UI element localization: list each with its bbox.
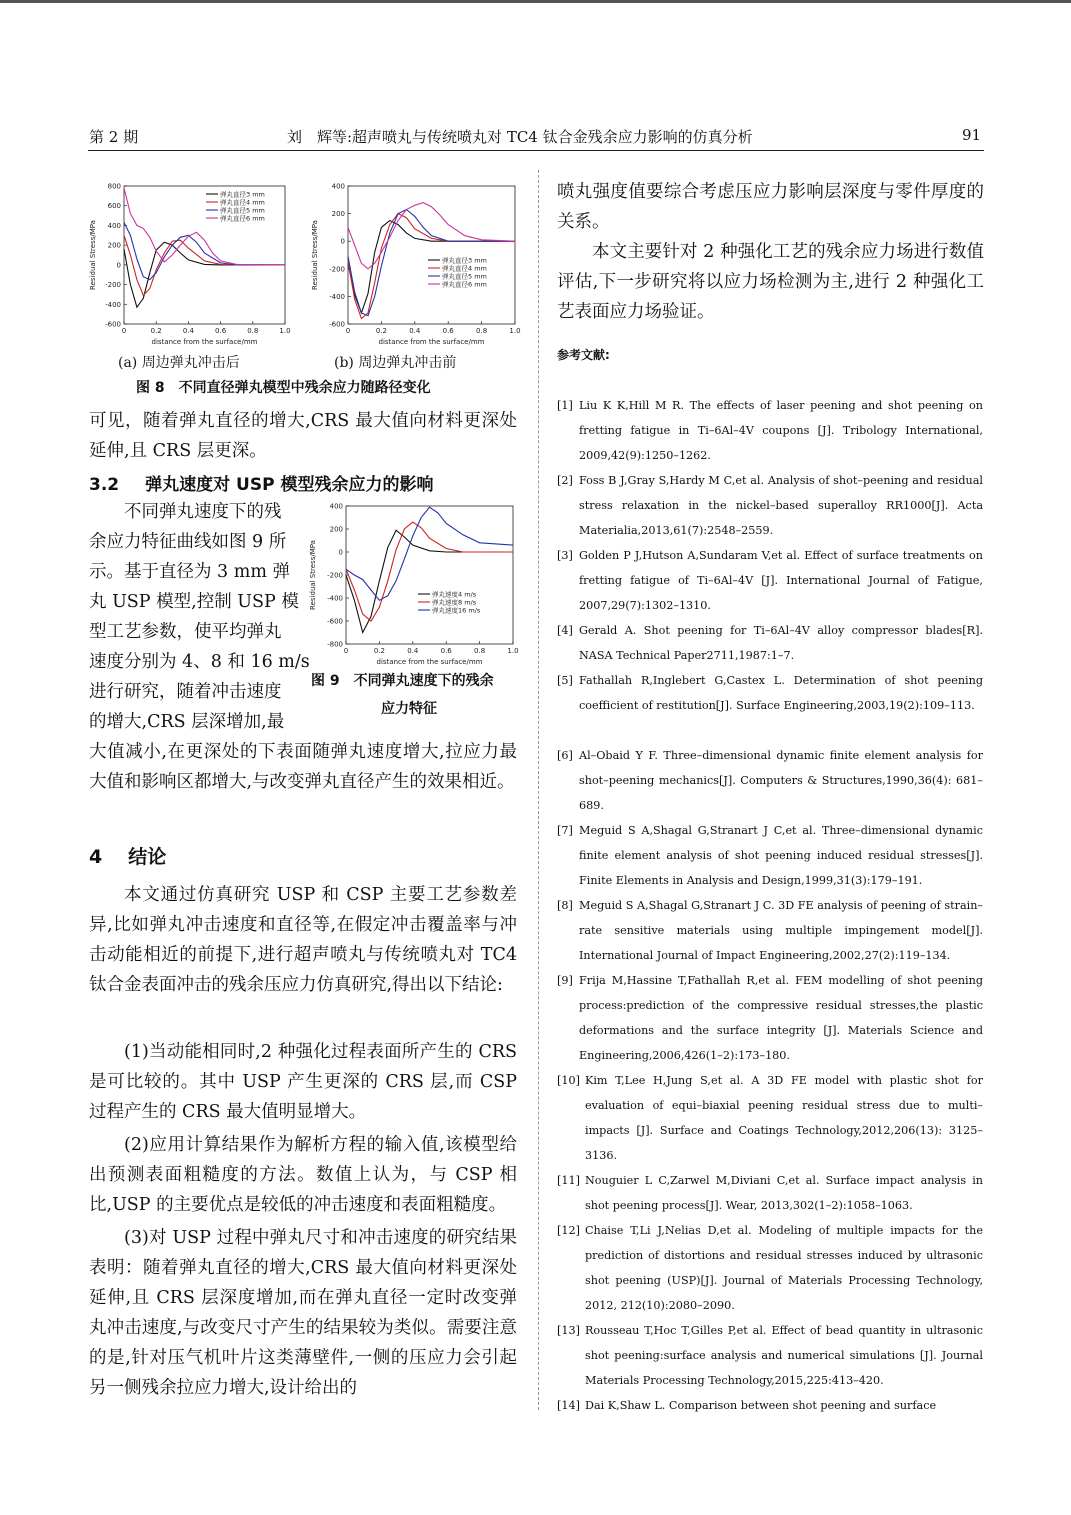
y-axis-label: Residual Stress/MPa — [89, 220, 97, 290]
right-para-1: 喷丸强度值要综合考虑压应力影响层深度与零件厚度的关系。 — [557, 182, 984, 232]
reference-item — [557, 543, 983, 618]
y-tick-label: 400 — [331, 182, 345, 191]
fig8a-subcaption: (a) 周边弹丸冲击后 — [118, 355, 240, 371]
reference-text: Meguid S A,Shagal G,Stranart J C. 3D FE analysis of peening of strain–rate sensitive materials using multiple impingement model[J]. International Journal of Impact Engineering,2002,27(2):119–134. — [579, 899, 983, 962]
section-3-2-title: 弹丸速度对 USP 模型残余应力的影响 — [145, 475, 434, 495]
issue-number: 第 2 期 — [89, 128, 139, 146]
narrow-para-line: 进行研究，随着冲击速度 — [89, 682, 282, 702]
reference-number: [1] — [557, 399, 573, 412]
reference-number: [11] — [557, 1174, 580, 1187]
reference-text: Golden P J,Hutson A,Sundaram V,et al. Effect of surface treatments on fretting fatigue of Ti–6Al–4V [J]. International Journal of Fatigue, 2007,29(7):1302–1310. — [579, 549, 983, 612]
left-para-2-narrow — [89, 497, 310, 737]
reference-item — [557, 668, 983, 718]
reference-number: [5] — [557, 674, 573, 687]
legend-label: 弹丸速度4 m/s — [432, 590, 477, 599]
fig8b-chart — [308, 180, 523, 348]
references-heading: 参考文献: — [557, 348, 610, 362]
y-axis-label: Residual Stress/MPa — [309, 540, 317, 610]
y-tick-label: 800 — [107, 182, 121, 191]
reference-number: [10] — [557, 1074, 580, 1087]
y-tick-label: 0 — [116, 261, 121, 270]
reference-number: [8] — [557, 899, 573, 912]
narrow-para-line: 示。基于直径为 3 mm 弹 — [89, 562, 291, 582]
reference-number: [2] — [557, 474, 573, 487]
y-tick-label: -200 — [327, 571, 343, 580]
left-para-5: (2)应用计算结果作为解析方程的输入值,该模型给出预测表面粗糙度的方法。数值上认为，与 CSP 相比,USP 的主要优点是较低的冲击速度和表面粗糙度。 — [89, 1135, 517, 1215]
left-para-2-continued: 大值减小,在更深处的下表面随弹丸速度增大,拉应力最大值和影响区都增大,与改变弹丸直径产生的效果相近。 — [89, 742, 517, 792]
section-4-heading — [89, 842, 166, 872]
reference-number: [7] — [557, 824, 573, 837]
column-divider — [538, 170, 539, 1410]
y-tick-label: 400 — [329, 502, 343, 511]
legend-label: 弹丸速度16 m/s — [432, 606, 481, 615]
reference-text: Chaise T,Li J,Nelias D,et al. Modeling of multiple impacts for the prediction of distortions and residual stresses induced by ultrasonic shot peening (USP)[J]. Journal of Materials Processing Technology, 2012, 212(10):2080–2090. — [585, 1224, 983, 1312]
y-tick-label: 200 — [331, 210, 345, 219]
y-tick-label: -200 — [329, 265, 345, 274]
x-axis-label: distance from the surface/mm — [376, 658, 483, 666]
fig8a-chart — [88, 180, 293, 348]
legend-label: 弹丸直径5 mm — [442, 272, 487, 281]
x-tick-label: 0 — [345, 327, 351, 335]
y-tick-label: -600 — [105, 320, 121, 329]
y-tick-label: -200 — [105, 281, 121, 290]
series-line — [124, 223, 285, 280]
x-axis-label: distance from the surface/mm — [378, 338, 485, 346]
y-tick-label: 0 — [338, 548, 343, 557]
reference-item — [557, 393, 983, 468]
x-tick-label: 0.2 — [375, 327, 387, 335]
y-tick-label: -400 — [105, 300, 121, 309]
reference-text: Frija M,Hassine T,Fathallah R,et al. FEM modelling of shot peening process:prediction of the compressive residual stresses,the plastic deformations and the surface integrity [J]. Materials Science and Engineering,2006,426(1–2):173–180. — [579, 974, 983, 1062]
legend-label: 弹丸直径4 mm — [442, 264, 487, 273]
reference-number: [9] — [557, 974, 573, 987]
reference-text: Gerald A. Shot peening for Ti–6Al–4V alloy compressor blades[R]. NASA Technical Paper2711,1987:1–7. — [579, 624, 983, 662]
legend-label: 弹丸直径6 mm — [220, 214, 265, 223]
reference-item — [557, 1068, 983, 1168]
fig8b-subcaption: (b) 周边弹丸冲击前 — [334, 355, 457, 371]
x-tick-label: 0.6 — [442, 327, 454, 335]
narrow-para-line: 速度分别为 4、8 和 16 m/s — [89, 652, 310, 672]
reference-item — [557, 968, 983, 1068]
legend-label: 弹丸直径4 mm — [220, 198, 265, 207]
x-tick-label: 1.0 — [509, 327, 521, 335]
x-tick-label: 0 — [121, 327, 127, 335]
y-tick-label: 200 — [329, 525, 343, 534]
section-4-title: 结论 — [128, 846, 167, 868]
y-tick-label: 600 — [107, 202, 121, 211]
left-para-1: 可见，随着弹丸直径的增大,CRS 最大值向材料更深处延伸,且 CRS 层更深。 — [89, 411, 517, 461]
y-tick-label: -800 — [327, 640, 343, 649]
legend-label: 弹丸直径6 mm — [442, 280, 487, 289]
reference-item — [557, 1318, 983, 1393]
narrow-para-line: 的增大,CRS 层深增加,最 — [89, 712, 285, 732]
reference-text: Liu K K,Hill M R. The effects of laser peening and shot peening on fretting fatigue in Ti–6Al–4V coupons [J]. Tribology International, 2009,42(9):1250–1262. — [579, 399, 983, 462]
series-line — [346, 507, 513, 600]
x-tick-label: 0.8 — [476, 327, 488, 335]
reference-item — [557, 468, 983, 543]
page-number: 91 — [962, 126, 982, 144]
fig9-chart — [306, 500, 521, 668]
narrow-para-line: 不同弹丸速度下的残 — [124, 502, 282, 522]
legend-label: 弹丸直径5 mm — [220, 206, 265, 215]
x-tick-label: 0.6 — [215, 327, 227, 335]
section-3-2-number: 3.2 — [89, 475, 120, 495]
x-tick-label: 0.2 — [150, 327, 162, 335]
right-para-2: 本文主要针对 2 种强化工艺的残余应力场进行数值评估,下一步研究将以应力场检测为主,进行 2 种强化工艺表面应力场验证。 — [557, 242, 984, 322]
x-tick-label: 0.4 — [409, 327, 421, 335]
reference-number: [3] — [557, 549, 573, 562]
y-axis-label: Residual Stress/MPa — [311, 220, 319, 290]
reference-text: Kim T,Lee H,Jung S,et al. A 3D FE model with plastic shot for evaluation of equi–biaxial peening residual stress due to multi–impacts [J]. Surface and Coatings Technology,2012,206(13): 3125–3136. — [585, 1074, 983, 1162]
reference-text: Foss B J,Gray S,Hardy M C,et al. Analysis of shot–peening and residual stress relaxation in the nickel–based superalloy RR1000[J]. Acta Materialia,2013,61(7):2548–2559. — [579, 474, 983, 537]
reference-item — [557, 1393, 983, 1418]
x-tick-label: 0.2 — [373, 647, 385, 655]
series-line — [348, 221, 515, 314]
reference-item — [557, 818, 983, 893]
y-tick-label: 0 — [340, 237, 345, 246]
x-tick-label: 0.8 — [474, 647, 486, 655]
x-tick-label: 0 — [343, 647, 349, 655]
y-tick-label: -600 — [327, 617, 343, 626]
y-tick-label: -400 — [329, 292, 345, 301]
legend-label: 弹丸直径3 mm — [220, 190, 265, 199]
fig9-caption-line1: 图 9 不同弹丸速度下的残余 — [311, 673, 494, 689]
y-tick-label: -600 — [329, 320, 345, 329]
reference-item — [557, 743, 983, 818]
reference-number: [12] — [557, 1224, 580, 1237]
reference-number: [14] — [557, 1399, 580, 1412]
x-tick-label: 0.6 — [440, 647, 452, 655]
narrow-para-line: 型工艺参数，使平均弹丸 — [89, 622, 282, 642]
left-para-4: (1)当动能相同时,2 种强化过程表面所产生的 CRS 是可比较的。其中 USP 产生更深的 CRS 层,而 CSP 过程产生的 CRS 最大值明显增大。 — [89, 1042, 517, 1122]
narrow-para-line: 丸 USP 模型,控制 USP 模 — [89, 592, 299, 612]
reference-item — [557, 618, 983, 668]
x-axis-label: distance from the surface/mm — [151, 338, 258, 346]
top-rule — [0, 0, 1071, 3]
plot-frame — [346, 506, 513, 644]
fig8-caption: 图 8 不同直径弹丸模型中残余应力随路径变化 — [136, 380, 431, 396]
reference-text: Nouguier L C,Zarwel M,Diviani C,et al. Surface impact analysis in shot peening process[J]. Wear, 2013,302(1–2):1058–1063. — [585, 1174, 983, 1212]
y-tick-label: 400 — [107, 221, 121, 230]
x-tick-label: 1.0 — [507, 647, 519, 655]
y-tick-label: -400 — [327, 594, 343, 603]
reference-item — [557, 1218, 983, 1318]
fig9-caption-line2: 应力特征 — [381, 701, 437, 717]
header-rule — [88, 150, 984, 151]
reference-number: [13] — [557, 1324, 580, 1337]
series-line — [346, 530, 513, 632]
reference-number: [6] — [557, 749, 573, 762]
reference-item — [557, 1168, 983, 1218]
reference-text: Dai K,Shaw L. Comparison between shot peening and surface — [585, 1399, 937, 1412]
section-3-2-heading — [89, 470, 433, 500]
x-tick-label: 0.4 — [182, 327, 194, 335]
legend-label: 弹丸直径3 mm — [442, 256, 487, 265]
left-para-3: 本文通过仿真研究 USP 和 CSP 主要工艺参数差异,比如弹丸冲击速度和直径等,在假定冲击覆盖率与冲击动能相近的前提下,进行超声喷丸与传统喷丸对 TC4 钛合金表面冲击的残余压应力仿真研究,得出以下结论: — [89, 885, 517, 995]
left-para-6: (3)对 USP 过程中弹丸尺寸和冲击速度的研究结果表明：随着弹丸直径的增大,CRS 最大值向材料更深处延伸,且 CRS 层深度增加,而在弹丸直径一定时改变弹丸冲击速度,与改变尺寸产生的结果较为类似。需要注意的是,针对压气机叶片这类薄壁件,一侧的压应力会引起另一侧残余拉应力增大,设计给出的 — [89, 1228, 517, 1398]
reference-number: [4] — [557, 624, 573, 637]
running-title: 刘 辉等:超声喷丸与传统喷丸对 TC4 钛合金残余应力影响的仿真分析 — [287, 128, 753, 146]
legend-label: 弹丸速度8 m/s — [432, 598, 477, 607]
narrow-para-line: 余应力特征曲线如图 9 所 — [89, 532, 287, 552]
reference-text: Meguid S A,Shagal G,Stranart J C,et al. Three–dimensional dynamic finite element analysis of shot peening induced residual stresses[J]. Finite Elements in Analysis and Design,1999,31(3):179–191. — [579, 824, 983, 887]
reference-item — [557, 893, 983, 968]
reference-text: Rousseau T,Hoc T,Gilles P,et al. Effect of bead quantity in ultrasonic shot peening:surface analysis and numerical simulations [J]. Journal Materials Processing Technology,2015,225:413–420. — [585, 1324, 983, 1387]
y-tick-label: 200 — [107, 241, 121, 250]
x-tick-label: 1.0 — [279, 327, 291, 335]
section-4-number: 4 — [89, 846, 103, 868]
x-tick-label: 0.8 — [247, 327, 259, 335]
reference-text: Al–Obaid Y F. Three–dimensional dynamic finite element analysis for shot–peening mechanics[J]. Computers & Structures,1990,36(4): 681–689. — [579, 749, 983, 812]
series-line — [124, 242, 285, 307]
series-line — [346, 522, 513, 621]
x-tick-label: 0.4 — [407, 647, 419, 655]
reference-text: Fathallah R,Inglebert G,Castex L. Determination of shot peening coefficient of restitution[J]. Surface Engineering,2003,19(2):109–113. — [579, 674, 983, 712]
